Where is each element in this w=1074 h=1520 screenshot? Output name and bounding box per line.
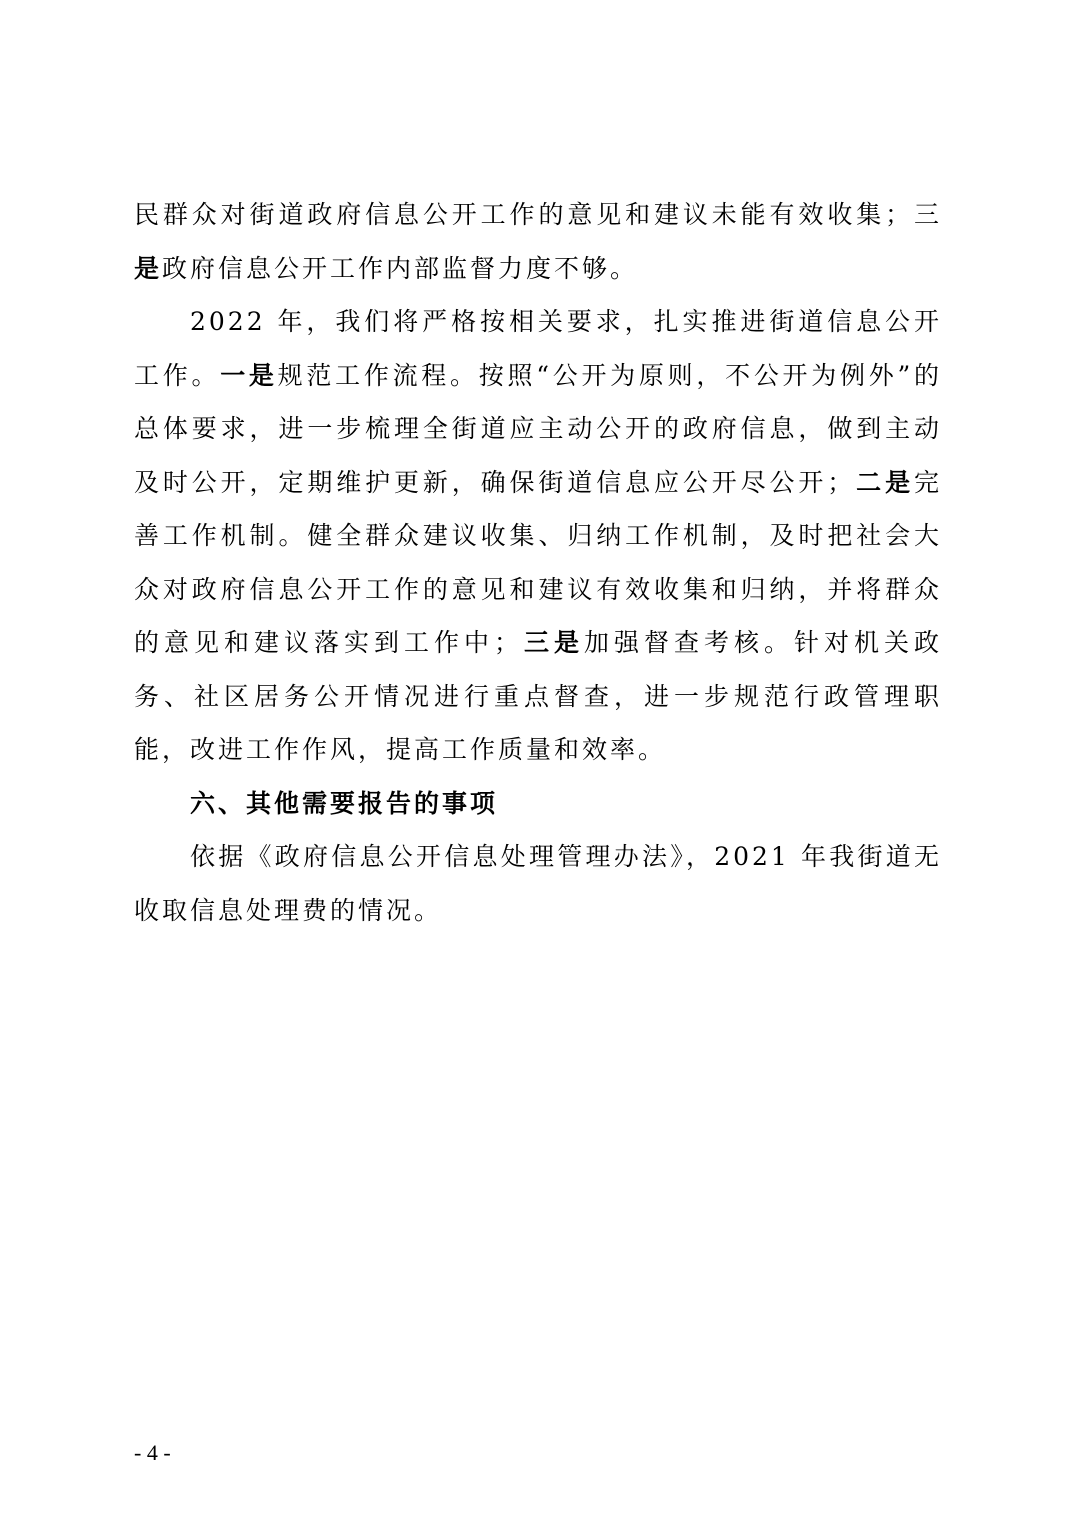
page-number: - 4 -	[134, 1440, 171, 1465]
bold-marker: 是	[134, 253, 163, 283]
paragraph-fees: 依据《政府信息公开信息处理管理办法》，2021 年我街道无收取信息处理费的情况。	[134, 842, 942, 925]
paragraph-text: 政府信息公开工作内部监督力度不够。	[162, 253, 639, 283]
paragraph-plan-2022	[134, 295, 942, 777]
section-heading: 六、其他需要报告的事项	[190, 788, 499, 818]
bold-marker: 一是	[220, 360, 278, 390]
document-body	[134, 188, 942, 937]
paragraph-text: 加强督查考核。针对机关政务、社区居务公开情况进行重点督查，进一步规范行政管理职能，改进工作作风，提高工作质量和效率。	[134, 628, 942, 764]
paragraph-text: 2022 年，我们将严格按相关要求，扎实推进街道信息公开工作。	[134, 307, 942, 390]
bold-marker: 二是	[855, 467, 914, 497]
bold-marker: 三是	[521, 628, 584, 657]
paragraph-text: 民群众对街道政府信息公开工作的意见和建议未能有效收集；三	[134, 200, 942, 229]
paragraph-text: 完善工作机制。健全群众建议收集、归纳工作机制，及时把社会大众对政府信息公开工作的意见和建议有效收集和归纳，并将群众的意见和建议落实到工作中；	[134, 467, 942, 657]
paragraph-continuation	[134, 188, 942, 295]
paragraph-text: 规范工作流程。按照“公开为原则，不公开为例外”的总体要求，进一步梳理全街道应主动公开的政府信息，做到主动及时公开，定期维护更新，确保街道信息应公开尽公开；	[134, 360, 942, 497]
